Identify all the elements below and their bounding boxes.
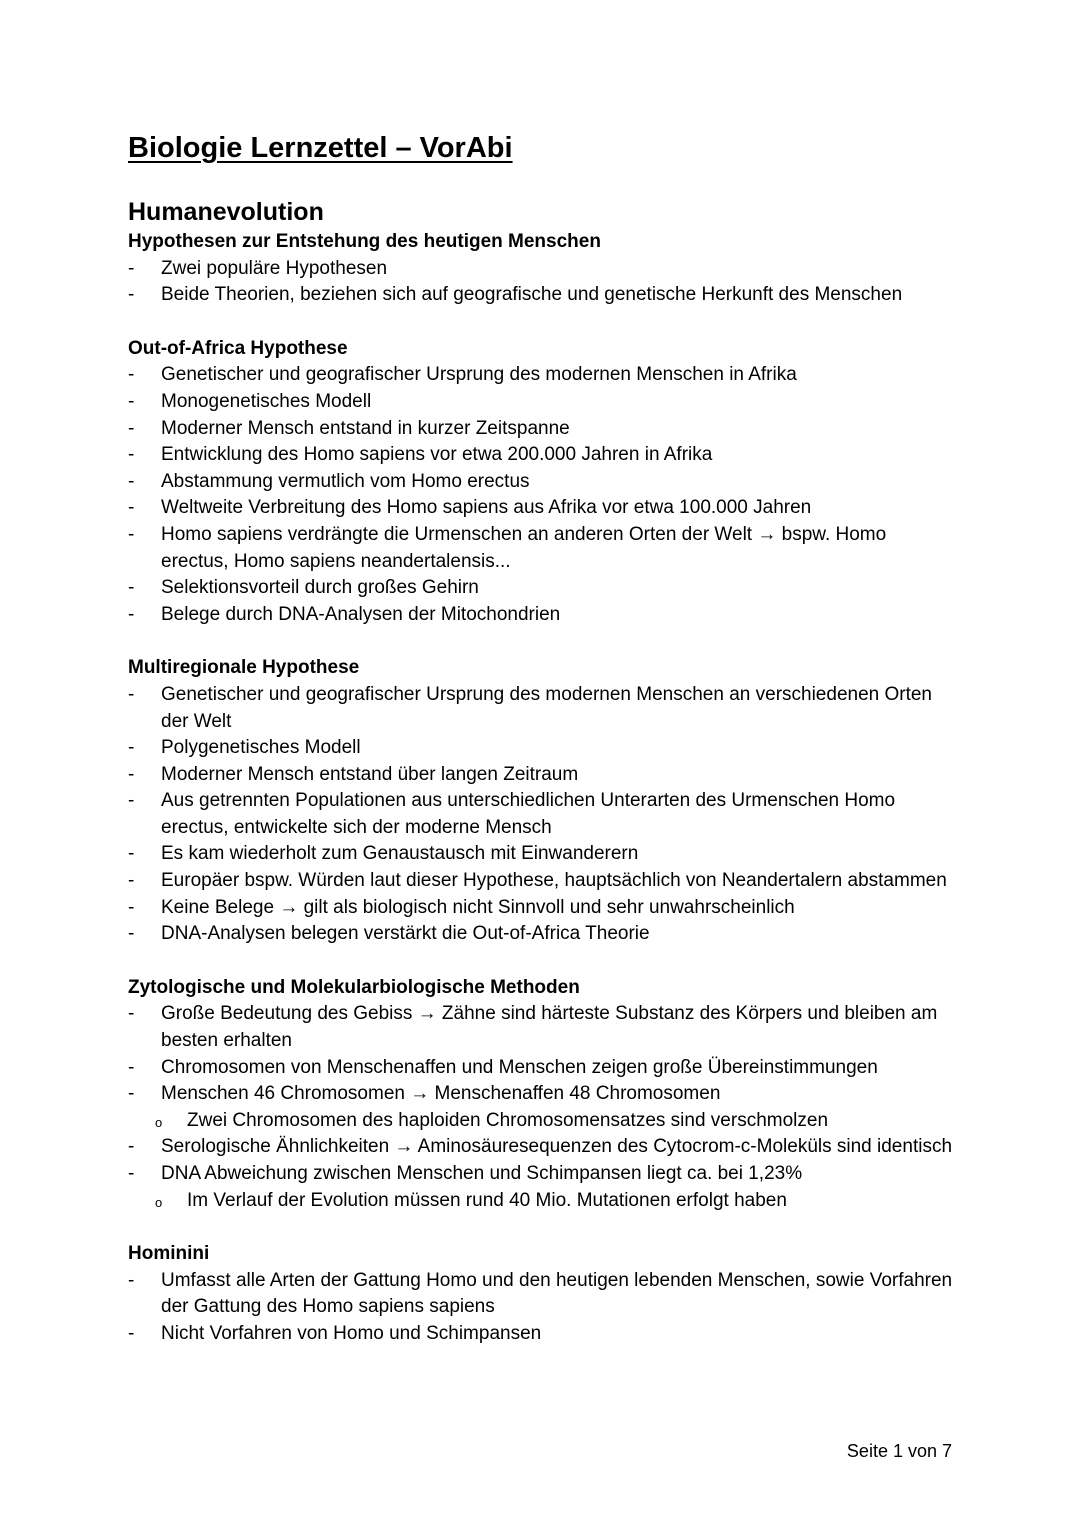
list-item: - Belege durch DNA-Analysen der Mitochondrien (128, 602, 958, 629)
section-title: Zytologische und Molekularbiologische Methoden (128, 976, 580, 998)
list-item: - Selektionsvorteil durch großes Gehirn (128, 575, 958, 602)
list-item: - Moderner Mensch entstand über langen Zeitraum (128, 762, 958, 789)
list-item: - Monogenetisches Modell (128, 389, 958, 416)
section-title: Hominini (128, 1243, 210, 1265)
list-item: - Europäer bspw. Würden laut dieser Hypothese, hauptsächlich von Neandertalern abstammen (128, 868, 958, 895)
list-item: - DNA-Analysen belegen verstärkt die Out-of-Africa Theorie (128, 921, 958, 948)
section-hominini (128, 1241, 958, 1347)
document-page (128, 128, 958, 1348)
list-item: - Menschen 46 Chromosomen → Menschenaffen 48 Chromosomen (128, 1081, 958, 1108)
list-item: - Homo sapiens verdrängte die Urmenschen an anderen Orten der Welt → bspw. Homo erectus, Homo sapiens neandertalensis... (128, 522, 958, 575)
list-item: - Zwei populäre Hypothesen (128, 256, 958, 283)
list-item: - Keine Belege → gilt als biologisch nicht Sinnvoll und sehr unwahrscheinlich (128, 895, 958, 922)
list-item: - Genetischer und geografischer Ursprung des modernen Menschen in Afrika (128, 362, 958, 389)
document-title: Biologie Lernzettel – VorAbi (128, 132, 513, 164)
list-item: - Chromosomen von Menschenaffen und Menschen zeigen große Übereinstimmungen (128, 1055, 958, 1082)
list-item: - Weltweite Verbreitung des Homo sapiens aus Afrika vor etwa 100.000 Jahren (128, 495, 958, 522)
list-item: - Nicht Vorfahren von Homo und Schimpansen (128, 1321, 958, 1348)
list-item: - Genetischer und geografischer Ursprung des modernen Menschen an verschiedenen Orten der Welt (128, 682, 958, 735)
list-item: - Umfasst alle Arten der Gattung Homo und den heutigen lebenden Menschen, sowie Vorfahren der Gattung des Homo sapiens sapiens (128, 1268, 958, 1321)
sub-list-item: o Zwei Chromosomen des haploiden Chromosomensatzes sind verschmolzen (128, 1108, 958, 1135)
sub-list-item: o Im Verlauf der Evolution müssen rund 40 Mio. Mutationen erfolgt haben (128, 1188, 958, 1215)
list-item: - Es kam wiederholt zum Genaustausch mit Einwanderern (128, 841, 958, 868)
section-title: Hypothesen zur Entstehung des heutigen Menschen (128, 231, 601, 252)
list-item: - DNA Abweichung zwischen Menschen und Schimpansen liegt ca. bei 1,23% (128, 1161, 958, 1188)
section-methoden (128, 975, 958, 1214)
list-item: - Beide Theorien, beziehen sich auf geografische und genetische Herkunft des Menschen (128, 282, 958, 309)
list-item: - Moderner Mensch entstand in kurzer Zeitspanne (128, 416, 958, 443)
main-heading: Humanevolution (128, 198, 324, 226)
list-item: - Entwicklung des Homo sapiens vor etwa 200.000 Jahren in Afrika (128, 442, 958, 469)
list-item: - Aus getrennten Populationen aus unterschiedlichen Unterarten des Urmenschen Homo erectus, entwickelte sich der moderne Mensch (128, 788, 958, 841)
list-item: - Polygenetisches Modell (128, 735, 958, 762)
section-title: Multiregionale Hypothese (128, 657, 360, 679)
section-title: Out-of-Africa Hypothese (128, 337, 348, 359)
list-item: - Abstammung vermutlich vom Homo erectus (128, 469, 958, 496)
section-hypothesen (128, 229, 958, 309)
section-multiregional (128, 655, 958, 948)
page-number: Seite 1 von 7 (846, 1441, 952, 1461)
section-out-of-africa (128, 336, 958, 629)
list-item: - Serologische Ähnlichkeiten → Aminosäuresequenzen des Cytocrom-c-Moleküls sind identisch (128, 1134, 958, 1161)
list-item: - Große Bedeutung des Gebiss → Zähne sind härteste Substanz des Körpers und bleiben am besten erhalten (128, 1001, 958, 1054)
